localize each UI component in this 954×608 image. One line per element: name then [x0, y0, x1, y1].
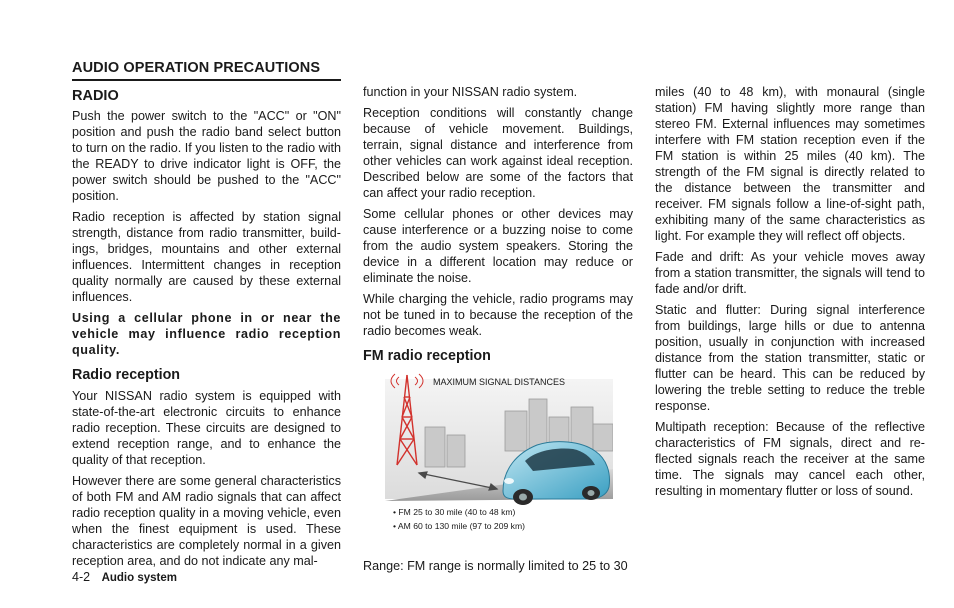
- fm-reception-heading: FM radio reception: [363, 348, 491, 364]
- page-footer: [72, 570, 177, 584]
- footer-section-name: Audio system: [101, 572, 177, 584]
- column-right: [655, 84, 925, 504]
- right-paragraph-4: Multipath reception: Because of the reflective characteristics of FM signals, direct and re-flected signals reach the receiver at the same time. The signals may cancel each other, resulting in momentary flutter or loss of sound.: [655, 420, 925, 498]
- figure-title: MAXIMUM SIGNAL DISTANCES: [433, 377, 566, 387]
- signal-distance-illustration: [385, 369, 613, 534]
- am-range-label: • AM 60 to 130 mile (97 to 209 km): [393, 521, 525, 531]
- radio-reception-heading: Radio reception: [72, 367, 181, 383]
- middle-paragraph-5: Range: FM range is normally limited to 25 to 30: [363, 559, 628, 573]
- radio-paragraph-1: Push the power switch to the "ACC" or "ON" position and push the radio band select button to turn on the radio. If you listen to the radio with the READY to drive indicator light is OFF, the power switch should be pushed to the "ACC" position.: [72, 109, 341, 203]
- section-title: AUDIO OPERATION PRECAUTIONS: [72, 60, 341, 81]
- right-paragraph-2: Fade and drift: As your vehicle moves away from a station transmitter, the signals will tend to fade and/or drift.: [655, 250, 925, 296]
- fm-range-label: • FM 25 to 30 mile (40 to 48 km): [393, 507, 516, 517]
- reception-paragraph-1: Your NISSAN radio system is equipped with state-of-the-art electronic circuits to enhance radio reception. These circuits are designed to extend reception range, and to enhance the quality of that reception.: [72, 389, 341, 467]
- middle-paragraph-2: Reception conditions will constantly change because of vehicle movement. Buildings, terrain, signal distance and interference from other vehicles can work against ideal reception. Described below are some of the factors that can affect your radio reception.: [363, 106, 633, 200]
- signal-distance-figure: [385, 369, 613, 534]
- column-left: [72, 60, 341, 574]
- reception-paragraph-2: However there are some general characteristics of both FM and AM radio signals that can affect radio reception quality in a moving vehicle, even when the finest equipment is used. These characteristics are completely normal in a given reception area, and do not indicate any mal-: [72, 474, 341, 568]
- middle-paragraph-1: function in your NISSAN radio system.: [363, 85, 578, 99]
- radio-heading: RADIO: [72, 88, 119, 104]
- radio-paragraph-2: Radio reception is affected by station signal strength, distance from radio transmitter, build-ings, bridges, mountains and other external influences. Intermittent changes in reception quality normally are caused by these external influences.: [72, 210, 341, 304]
- middle-paragraph-4: While charging the vehicle, radio programs may not be tuned in to because the reception of the radio becomes weak.: [363, 292, 633, 338]
- right-paragraph-3: Static and flutter: During signal interference from buildings, large hills or due to antenna position, usually in conjunction with increased distance from the station transmitter, static or flutter can be heard. This can be reduced by lowering the treble setting to reduce the treble response.: [655, 303, 925, 413]
- middle-paragraph-3: Some cellular phones or other devices may cause interference or a buzzing noise to come from the audio system speakers. Storing the device in a different location may reduce or eliminate the noise.: [363, 207, 633, 285]
- column-middle: [363, 84, 633, 579]
- right-paragraph-1: miles (40 to 48 km), with monaural (single station) FM having slightly more range than stereo FM. External influences may sometimes interfere with FM station reception even if the FM station is within 25 miles (40 km). The strength of the FM signal is directly related to the distance between the transmitter and receiver. FM signals follow a line-of-sight path, exhibiting many of the same characteristics as light. For example they will reflect off objects.: [655, 85, 925, 243]
- cellular-warning: Using a cellular phone in or near the vehicle may influence radio reception quality.: [72, 311, 341, 357]
- page-number: 4-2: [72, 570, 91, 584]
